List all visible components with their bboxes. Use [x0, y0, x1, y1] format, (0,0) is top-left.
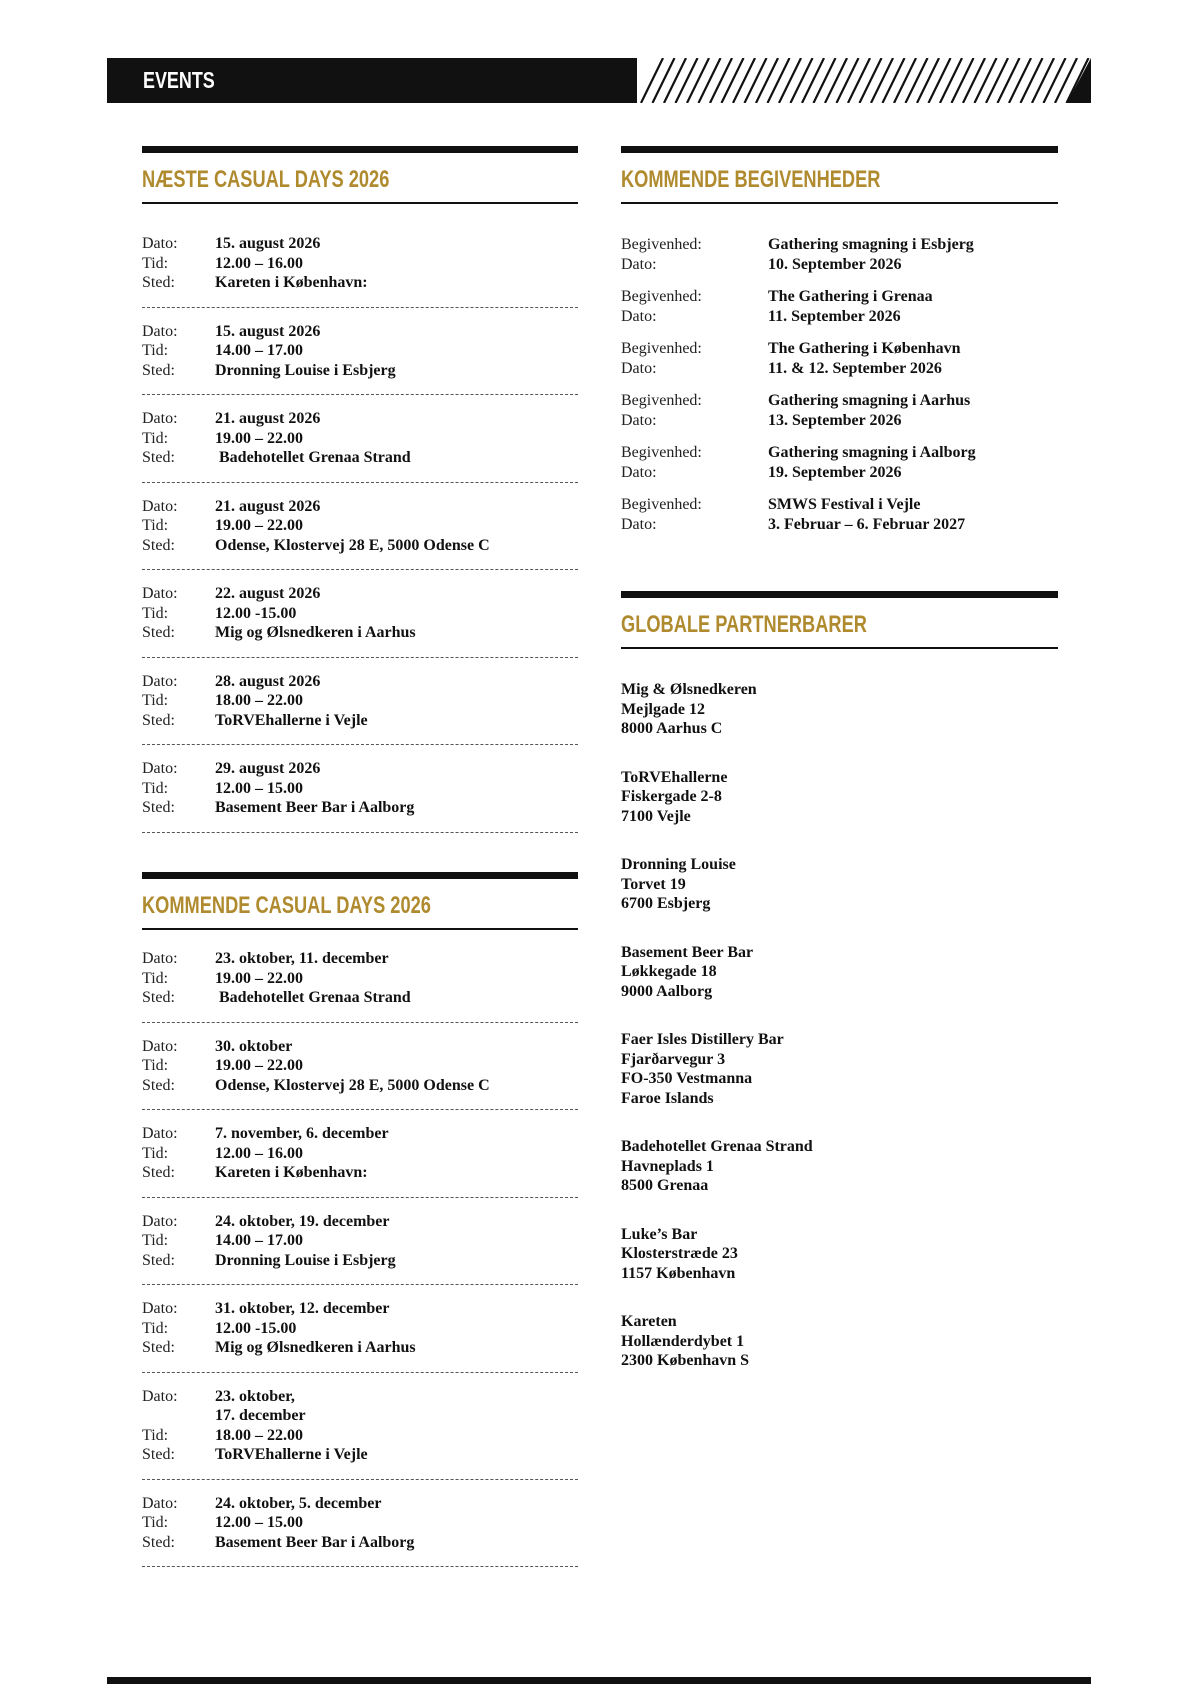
event-row-value: 21. august 2026: [215, 410, 321, 427]
event-row-label: Tid:: [142, 779, 169, 797]
banner-stripe: [1044, 58, 1066, 103]
event-row-label: Dato:: [142, 672, 178, 690]
event-row-value: 17. december: [215, 1407, 306, 1424]
event-row-label: Sted:: [142, 1339, 175, 1356]
banner-stripe: [883, 58, 905, 103]
banner-stripe: [768, 58, 790, 103]
banner-stripe: [791, 58, 813, 103]
section-title: KOMMENDE CASUAL DAYS 2026: [142, 892, 431, 919]
section-top-rule: [142, 872, 578, 879]
partner-line: Basement Beer Bar: [621, 943, 754, 961]
event-row-value: 30. oktober: [215, 1037, 293, 1055]
event-block: [142, 1212, 578, 1286]
event-date-row: [621, 255, 1058, 275]
event-row-label: Sted:: [142, 624, 175, 641]
event-row-label: Sted:: [142, 711, 175, 729]
banner-stripe: [756, 58, 778, 103]
upcoming-event: [621, 339, 1058, 378]
event-row-value: 22. august 2026: [215, 585, 321, 602]
event-row-label: Dato:: [142, 1494, 178, 1512]
partner-line: Faroe Islands: [621, 1089, 714, 1107]
banner-stripe: [929, 58, 951, 103]
date-label: Dato:: [621, 307, 657, 325]
event-row-label: Tid:: [142, 1319, 169, 1337]
banner-stripe: [676, 58, 698, 103]
banner-stripe: [906, 58, 928, 103]
event-row: [142, 779, 578, 799]
event-row-value: Odense, Klostervej 28 E, 5000 Odense C: [215, 536, 490, 554]
date-label: Dato:: [621, 463, 657, 481]
event-row: [142, 1387, 578, 1407]
partner-line: 6700 Esbjerg: [621, 895, 711, 912]
banner-stripe: [779, 58, 801, 103]
event-label: Begivenhed:: [621, 392, 702, 409]
kommende-begivenheder-section: [621, 146, 1058, 547]
event-row: [142, 691, 578, 711]
partner-line: Mig & Ølsnedkeren: [621, 681, 757, 698]
event-date-row: [621, 411, 1058, 431]
event-row: [142, 448, 578, 468]
event-row-label: Dato:: [142, 1300, 178, 1317]
event-row-label: Sted:: [142, 274, 175, 291]
event-row-value: 15. august 2026: [215, 322, 321, 340]
event-row-label: Tid:: [142, 692, 169, 709]
event-row: [142, 1124, 578, 1144]
event-row-label: Tid:: [142, 1144, 169, 1162]
banner-stripe: [837, 58, 859, 103]
partner-line: FO-350 Vestmanna: [621, 1070, 753, 1087]
event-row: [142, 1144, 578, 1164]
event-label: Begivenhed:: [621, 444, 702, 461]
partner-bar: [621, 943, 1058, 1002]
event-row-value: Badehotellet Grenaa Strand: [215, 449, 411, 466]
event-label: Begivenhed:: [621, 236, 702, 253]
event-row-label: Dato:: [142, 1387, 178, 1405]
event-row-value: Odense, Klostervej 28 E, 5000 Odense C: [215, 1076, 490, 1094]
event-row-label: Dato:: [142, 760, 178, 777]
event-row: [142, 536, 578, 556]
date-label: Dato:: [621, 359, 657, 377]
banner-stripe: [848, 58, 870, 103]
event-label: Begivenhed:: [621, 288, 702, 305]
globale-partnerbarer-section: [621, 591, 1058, 1400]
banner-stripe: [871, 58, 893, 103]
banner-stripe: [687, 58, 709, 103]
event-date: 10. September 2026: [768, 255, 902, 273]
partner-line: Fiskergade 2-8: [621, 788, 722, 805]
event-label: Begivenhed:: [621, 340, 702, 357]
partner-line: Dronning Louise: [621, 856, 736, 873]
upcoming-event: [621, 287, 1058, 326]
banner-stripe: [998, 58, 1020, 103]
banner-stripe: [641, 58, 663, 103]
event-row-label: Tid:: [142, 1057, 169, 1074]
event-row-value: Mig og Ølsnedkeren i Aarhus: [215, 624, 416, 641]
partner-line: 2300 København S: [621, 1352, 750, 1369]
event-row-value: 12.00 – 16.00: [215, 1144, 303, 1162]
event-row-value: 12.00 – 16.00: [215, 254, 303, 272]
event-row: [142, 584, 578, 604]
event-row-value: 28. august 2026: [215, 672, 321, 690]
event-row-value: 14.00 – 17.00: [215, 342, 303, 359]
partner-bar: [621, 1225, 1058, 1284]
event-row-value: 18.00 – 22.00: [215, 692, 303, 709]
event-row-label: Dato:: [142, 322, 178, 340]
event-date: 3. Februar – 6. Februar 2027: [768, 515, 966, 533]
event-row-label: Sted:: [142, 536, 175, 554]
partner-bar: [621, 1030, 1058, 1108]
event-row: [142, 711, 578, 731]
event-list: [142, 949, 578, 1567]
event-row: [142, 1037, 578, 1057]
event-row-value: 12.00 – 15.00: [215, 1514, 303, 1531]
partner-bar: [621, 768, 1058, 827]
event-date-row: [621, 359, 1058, 379]
event-row-label: Dato:: [142, 1125, 178, 1142]
event-row-value: Dronning Louise i Esbjerg: [215, 361, 396, 379]
banner-stripe: [722, 58, 744, 103]
event-row: [142, 949, 578, 969]
event-row: [142, 988, 578, 1008]
event-row: [142, 1445, 578, 1465]
event-date: 13. September 2026: [768, 411, 902, 429]
event-row-value: 24. oktober, 5. december: [215, 1494, 382, 1512]
banner-stripe: [940, 58, 962, 103]
partner-line: Løkkegade 18: [621, 963, 717, 980]
event-block: [142, 1387, 578, 1480]
partner-line: 9000 Aalborg: [621, 982, 713, 1000]
event-row: [142, 1494, 578, 1514]
event-row: [142, 969, 578, 989]
event-name-row: [621, 391, 1058, 411]
event-row: [142, 341, 578, 361]
event-list: [142, 234, 578, 833]
event-row: [142, 1163, 578, 1183]
event-row-value: 18.00 – 22.00: [215, 1426, 303, 1444]
banner-stripe: [986, 58, 1008, 103]
event-row-label: Dato:: [142, 1037, 178, 1055]
event-row: [142, 672, 578, 692]
event-row: [142, 516, 578, 536]
partner-line: ToRVEhallerne: [621, 768, 728, 786]
event-name: The Gathering i København: [768, 340, 961, 357]
naeste-casual-days-section: [142, 146, 578, 847]
banner-stripe: [1032, 58, 1054, 103]
event-row-value: 19.00 – 22.00: [215, 429, 303, 447]
event-date: 19. September 2026: [768, 463, 902, 481]
event-row-label: Sted:: [142, 799, 175, 816]
event-row-label: Sted:: [142, 449, 175, 466]
banner-stripe: [1021, 58, 1043, 103]
event-row: [142, 234, 578, 254]
event-row: [142, 497, 578, 517]
event-block: [142, 1037, 578, 1111]
banner-stripe: [894, 58, 916, 103]
banner-stripe: [825, 58, 847, 103]
partner-bar: [621, 680, 1058, 739]
event-row-label: Dato:: [142, 950, 178, 967]
banner-stripe: [710, 58, 732, 103]
partner-bar: [621, 1312, 1058, 1371]
event-row: [142, 604, 578, 624]
section-top-rule: [621, 591, 1058, 598]
event-row-label: Dato:: [142, 497, 178, 515]
event-row-value: 14.00 – 17.00: [215, 1232, 303, 1249]
event-row-value: Badehotellet Grenaa Strand: [215, 989, 411, 1006]
upcoming-event: [621, 495, 1058, 534]
event-row: [142, 1338, 578, 1358]
event-block: [142, 1124, 578, 1198]
section-top-rule: [621, 146, 1058, 153]
upcoming-event: [621, 443, 1058, 482]
partner-line: Mejlgade 12: [621, 700, 705, 718]
event-name: Gathering smagning i Aarhus: [768, 392, 971, 409]
event-row-value: 15. august 2026: [215, 235, 321, 252]
event-row-label: Sted:: [142, 989, 175, 1006]
event-name-row: [621, 339, 1058, 359]
banner-stripe: [860, 58, 882, 103]
kommende-casual-days-section: [142, 872, 578, 1581]
event-row: [142, 429, 578, 449]
event-row-value: 31. oktober, 12. december: [215, 1300, 390, 1317]
partner-bar-list: [621, 680, 1058, 1371]
partner-line: Luke’s Bar: [621, 1225, 698, 1243]
upcoming-events-list: [621, 235, 1058, 534]
event-date: 11. September 2026: [768, 307, 901, 325]
event-row: [142, 1299, 578, 1319]
event-row-value: 23. oktober,: [215, 1387, 295, 1405]
partner-line: Havneplads 1: [621, 1157, 714, 1175]
event-row-label: Sted:: [142, 1076, 175, 1094]
event-label: Begivenhed:: [621, 496, 702, 513]
event-row: [142, 1212, 578, 1232]
event-row-label: Tid:: [142, 517, 169, 534]
event-row: [142, 273, 578, 293]
upcoming-event: [621, 235, 1058, 274]
partner-line: Kareten: [621, 1313, 677, 1330]
page-title: EVENTS: [143, 67, 215, 93]
upcoming-event: [621, 391, 1058, 430]
event-row-value: Basement Beer Bar i Aalborg: [215, 1533, 415, 1551]
event-row-value: 19.00 – 22.00: [215, 969, 303, 987]
event-block: [142, 1494, 578, 1568]
banner-stripe: [802, 58, 824, 103]
event-row-label: Sted:: [142, 361, 175, 379]
event-row: [142, 759, 578, 779]
event-name-row: [621, 235, 1058, 255]
event-row: [142, 1406, 578, 1426]
banner-stripe: [745, 58, 767, 103]
event-row: [142, 623, 578, 643]
partner-line: 7100 Vejle: [621, 807, 691, 825]
banner-stripe: [653, 58, 675, 103]
event-row-value: Dronning Louise i Esbjerg: [215, 1251, 396, 1269]
banner-stripes: [627, 58, 1091, 103]
date-label: Dato:: [621, 411, 657, 429]
partner-line: Klosterstræde 23: [621, 1245, 738, 1262]
event-row: [142, 1251, 578, 1271]
event-row: [142, 254, 578, 274]
event-block: [142, 584, 578, 658]
event-block: [142, 672, 578, 746]
event-row-label: Sted:: [142, 1533, 175, 1551]
event-date-row: [621, 307, 1058, 327]
partner-line: Faer Isles Distillery Bar: [621, 1031, 784, 1048]
event-row-label: Dato:: [142, 1212, 178, 1230]
partner-bar: [621, 855, 1058, 914]
event-name: Gathering smagning i Aalborg: [768, 444, 976, 461]
event-row-label: Sted:: [142, 1251, 175, 1269]
partner-line: 8500 Grenaa: [621, 1177, 709, 1194]
event-row: [142, 798, 578, 818]
partner-line: Badehotellet Grenaa Strand: [621, 1138, 813, 1155]
section-top-rule: [142, 146, 578, 153]
banner-stripe: [963, 58, 985, 103]
event-row-value: ToRVEhallerne i Vejle: [215, 711, 368, 729]
event-row-label: Tid:: [142, 604, 169, 622]
footer-rule: [107, 1677, 1091, 1684]
event-date-row: [621, 515, 1058, 535]
event-row-value: 7. november, 6. december: [215, 1125, 389, 1142]
event-row-label: Tid:: [142, 1232, 169, 1249]
partner-line: Torvet 19: [621, 875, 686, 893]
partner-line: 1157 København: [621, 1264, 736, 1282]
event-date-row: [621, 463, 1058, 483]
event-name: The Gathering i Grenaa: [768, 288, 933, 305]
event-row-label: Tid:: [142, 429, 169, 447]
event-name-row: [621, 443, 1058, 463]
event-row: [142, 322, 578, 342]
event-row-value: Basement Beer Bar i Aalborg: [215, 799, 415, 816]
event-row-value: 12.00 -15.00: [215, 604, 297, 622]
event-row-label: Tid:: [142, 1426, 169, 1444]
event-row-value: 24. oktober, 19. december: [215, 1212, 390, 1230]
event-row: [142, 1056, 578, 1076]
event-name-row: [621, 287, 1058, 307]
event-row-label: Sted:: [142, 1446, 175, 1463]
event-block: [142, 1299, 578, 1373]
event-row: [142, 1426, 578, 1446]
event-row: [142, 1231, 578, 1251]
event-row: [142, 1513, 578, 1533]
banner-stripe: [733, 58, 755, 103]
event-block: [142, 409, 578, 483]
event-row-value: Kareten i København:: [215, 274, 368, 291]
date-label: Dato:: [621, 255, 657, 273]
partner-line: 8000 Aarhus C: [621, 720, 723, 737]
event-row-value: 19.00 – 22.00: [215, 1057, 303, 1074]
event-row: [142, 1319, 578, 1339]
event-date: 11. & 12. September 2026: [768, 359, 942, 377]
banner-stripe: [664, 58, 686, 103]
event-row-value: 29. august 2026: [215, 760, 321, 777]
event-row-label: Tid:: [142, 969, 169, 987]
event-row-label: Dato:: [142, 585, 178, 602]
event-block: [142, 497, 578, 571]
event-row: [142, 409, 578, 429]
banner-stripe: [1009, 58, 1031, 103]
event-name-row: [621, 495, 1058, 515]
partner-bar: [621, 1137, 1058, 1196]
event-row: [142, 361, 578, 381]
banner-stripe: [952, 58, 974, 103]
event-row-label: Dato:: [142, 410, 178, 427]
partner-line: Hollænderdybet 1: [621, 1332, 745, 1350]
event-name: SMWS Festival i Vejle: [768, 496, 921, 513]
event-row-label: Tid:: [142, 342, 169, 359]
date-label: Dato:: [621, 515, 657, 533]
event-row-value: 19.00 – 22.00: [215, 517, 303, 534]
event-row-value: ToRVEhallerne i Vejle: [215, 1446, 368, 1463]
event-row-label: [142, 1406, 215, 1426]
event-name: Gathering smagning i Esbjerg: [768, 236, 974, 253]
header-banner: [107, 58, 1091, 103]
event-row-value: 23. oktober, 11. december: [215, 950, 389, 967]
section-title: NÆSTE CASUAL DAYS 2026: [142, 166, 390, 193]
event-row-label: Tid:: [142, 254, 169, 272]
event-row-value: Mig og Ølsnedkeren i Aarhus: [215, 1339, 416, 1356]
event-block: [142, 949, 578, 1023]
section-title: GLOBALE PARTNERBARER: [621, 611, 867, 638]
banner-stripe: [917, 58, 939, 103]
banner-stripe: [699, 58, 721, 103]
banner-stripe: [975, 58, 997, 103]
event-row-value: 12.00 -15.00: [215, 1319, 297, 1337]
event-row-label: Tid:: [142, 1514, 169, 1531]
event-row-value: 12.00 – 15.00: [215, 779, 303, 797]
partner-line: Fjarðarvegur 3: [621, 1050, 726, 1068]
event-row-label: Sted:: [142, 1164, 175, 1181]
event-block: [142, 759, 578, 833]
section-title: KOMMENDE BEGIVENHEDER: [621, 166, 881, 193]
banner-stripe: [814, 58, 836, 103]
event-row-value: Kareten i København:: [215, 1164, 368, 1181]
event-row-label: Dato:: [142, 235, 178, 252]
event-block: [142, 234, 578, 308]
event-row-value: 21. august 2026: [215, 497, 321, 515]
event-block: [142, 322, 578, 396]
event-row: [142, 1533, 578, 1553]
event-row: [142, 1076, 578, 1096]
